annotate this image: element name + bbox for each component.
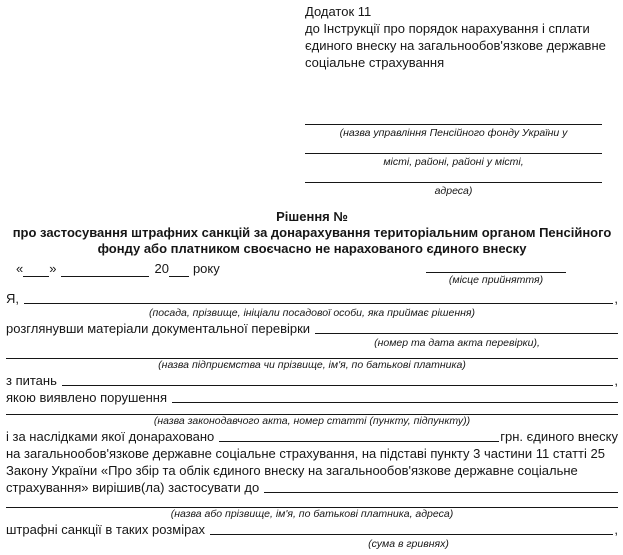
date-line [16,260,220,287]
law-caption: (назва законодавчого акта, номер статті (пункту, підпункту)) [153,415,471,427]
comma: , [614,522,618,537]
questions-label: з питань [6,373,57,388]
fines-label: штрафні санкції в таких розмірах [6,522,206,537]
statute-paragraph-line-1: на загальнообов'язкове державне соціальне страхування, на підставі пункту 3 частини 11 статті 25 [6,446,605,461]
act-blank [315,320,618,334]
official-label: Я, [6,291,19,306]
questions-blank [62,372,614,386]
assessed-suffix: грн. єдиного внеску [500,429,618,444]
org-caption-2: місті, районі, районі у місті, [383,156,524,168]
appendix-line-3: єдиного внеску на загальнообов'язкове державне [305,38,606,53]
year-prefix: 20 [154,261,169,276]
org-name-blank-1 [305,111,602,125]
payer-caption: (назва підприємства чи прізвище, ім'я, по батькові платника) [158,359,466,371]
org-name-blank-2 [305,140,602,154]
violation-label: якою виявлено порушення [6,390,168,405]
comma: , [614,291,618,306]
date-row [6,260,618,287]
payer-address-blank [6,496,618,508]
act-caption: (номер та дата акта перевірки), [374,337,540,349]
apply-to-blank [264,479,618,493]
violation-row [6,389,618,406]
org-caption-1: (назва управління Пенсійного фонду України у [339,127,568,139]
appendix-line-1: Додаток 11 [305,4,372,19]
apply-to-label: страхування» вирішив(ла) застосувати до [6,480,260,495]
payer-address-caption: (назва або прізвище, ім'я, по батькові платника, адреса) [170,508,454,520]
statute-paragraph-line-2: Закону України «Про збір та облік єдиного внеску на загальнообов'язкове державне соціальне [6,463,578,478]
close-quote: » [49,261,57,276]
assessed-row [6,428,618,445]
decision-title-line-2: про застосування штрафних санкцій за донарахування територіальним органом Пенсійного [12,225,612,240]
place-blank [426,260,566,273]
apply-to-row [6,479,618,496]
fines-row [6,521,618,538]
violation-blank [172,389,618,403]
org-caption-3: адреса) [434,185,473,197]
official-blank [24,290,613,304]
payer-blank [6,350,618,359]
questions-row [6,372,618,389]
year-word: року [192,261,220,276]
day-blank [23,264,49,277]
org-block [305,111,602,198]
place-caption: (місце прийняття) [448,274,544,286]
reviewed-row [6,320,618,337]
decision-title-line-3: фонду або платником своєчасно не нарахованого єдиного внеску [97,241,527,256]
comma: , [614,373,618,388]
official-caption: (посада, прізвище, ініціали посадової особи, яка приймає рішення) [149,307,475,319]
org-name-blank-3 [305,169,602,183]
assessed-label: і за наслідками якої донараховано [6,429,215,444]
place-group [426,260,566,287]
decision-title [6,209,618,257]
reviewed-label: розглянувши матеріали документальної перевірки [6,321,311,336]
assessed-blank [219,428,499,442]
year-blank [169,264,189,277]
open-quote: « [16,261,24,276]
appendix-line-2: до Інструкції про порядок нарахування і сплати [305,21,590,36]
appendix-line-4: соціальне страхування [305,55,445,70]
appendix-header [305,3,618,71]
sum-caption: (сума в гривнях) [368,538,449,550]
official-row [6,290,618,307]
month-blank [61,264,149,277]
decision-number-line: Рішення № [276,209,348,224]
law-blank [6,406,618,415]
sum-blank [210,521,613,535]
